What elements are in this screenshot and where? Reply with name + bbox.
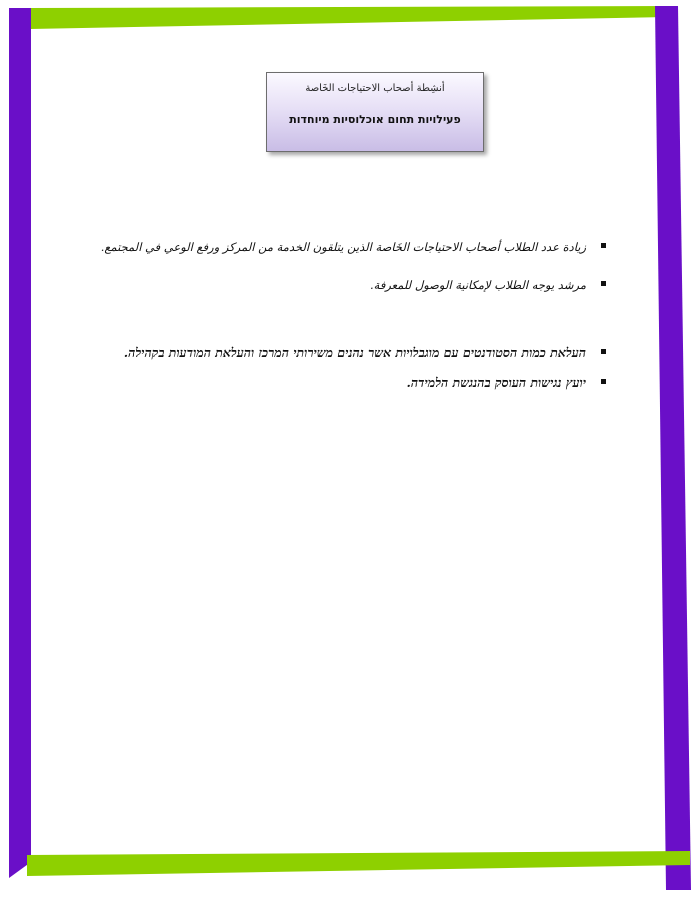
- top-green-band: [30, 6, 668, 29]
- list-item: [88, 236, 606, 258]
- left-purple-band: [9, 8, 31, 878]
- square-bullet-icon: [601, 243, 606, 248]
- list-item-text: مرشد يوجه الطلاب لإمكانية الوصول للمعرفة.: [370, 278, 586, 292]
- list-item-text: העלאת כמות הסטודנטים עם מוגבלויות אשר נהנים משירותי המרכז והעלאת המודעות בקהילה.: [123, 345, 586, 360]
- list-item-text: יועץ נגישות העוסק בהנגשת הלמידה.: [406, 375, 586, 390]
- header-title: פעילויות תחום אוכלוסיות מיוחדות: [289, 113, 461, 126]
- square-bullet-icon: [601, 349, 606, 354]
- square-bullet-icon: [601, 379, 606, 384]
- square-bullet-icon: [601, 281, 606, 286]
- bottom-green-band: [27, 851, 690, 876]
- list-item: [88, 342, 606, 363]
- right-purple-band: [655, 6, 691, 890]
- header-box: [266, 72, 484, 152]
- list-item: [88, 274, 606, 296]
- arabic-bullet-list: [88, 236, 606, 312]
- list-item-text: زيادة عدد الطلاب أصحاب الاحتياجات الخَاصة الذين يتلقون الخدمة من المركز ورفع الوعي في المجتمع.: [100, 240, 586, 254]
- hebrew-bullet-list: [88, 342, 606, 402]
- header-subtitle: أنشِطة أصحاب الاحتياجات الخَاصة: [305, 83, 445, 94]
- list-item: [88, 372, 606, 393]
